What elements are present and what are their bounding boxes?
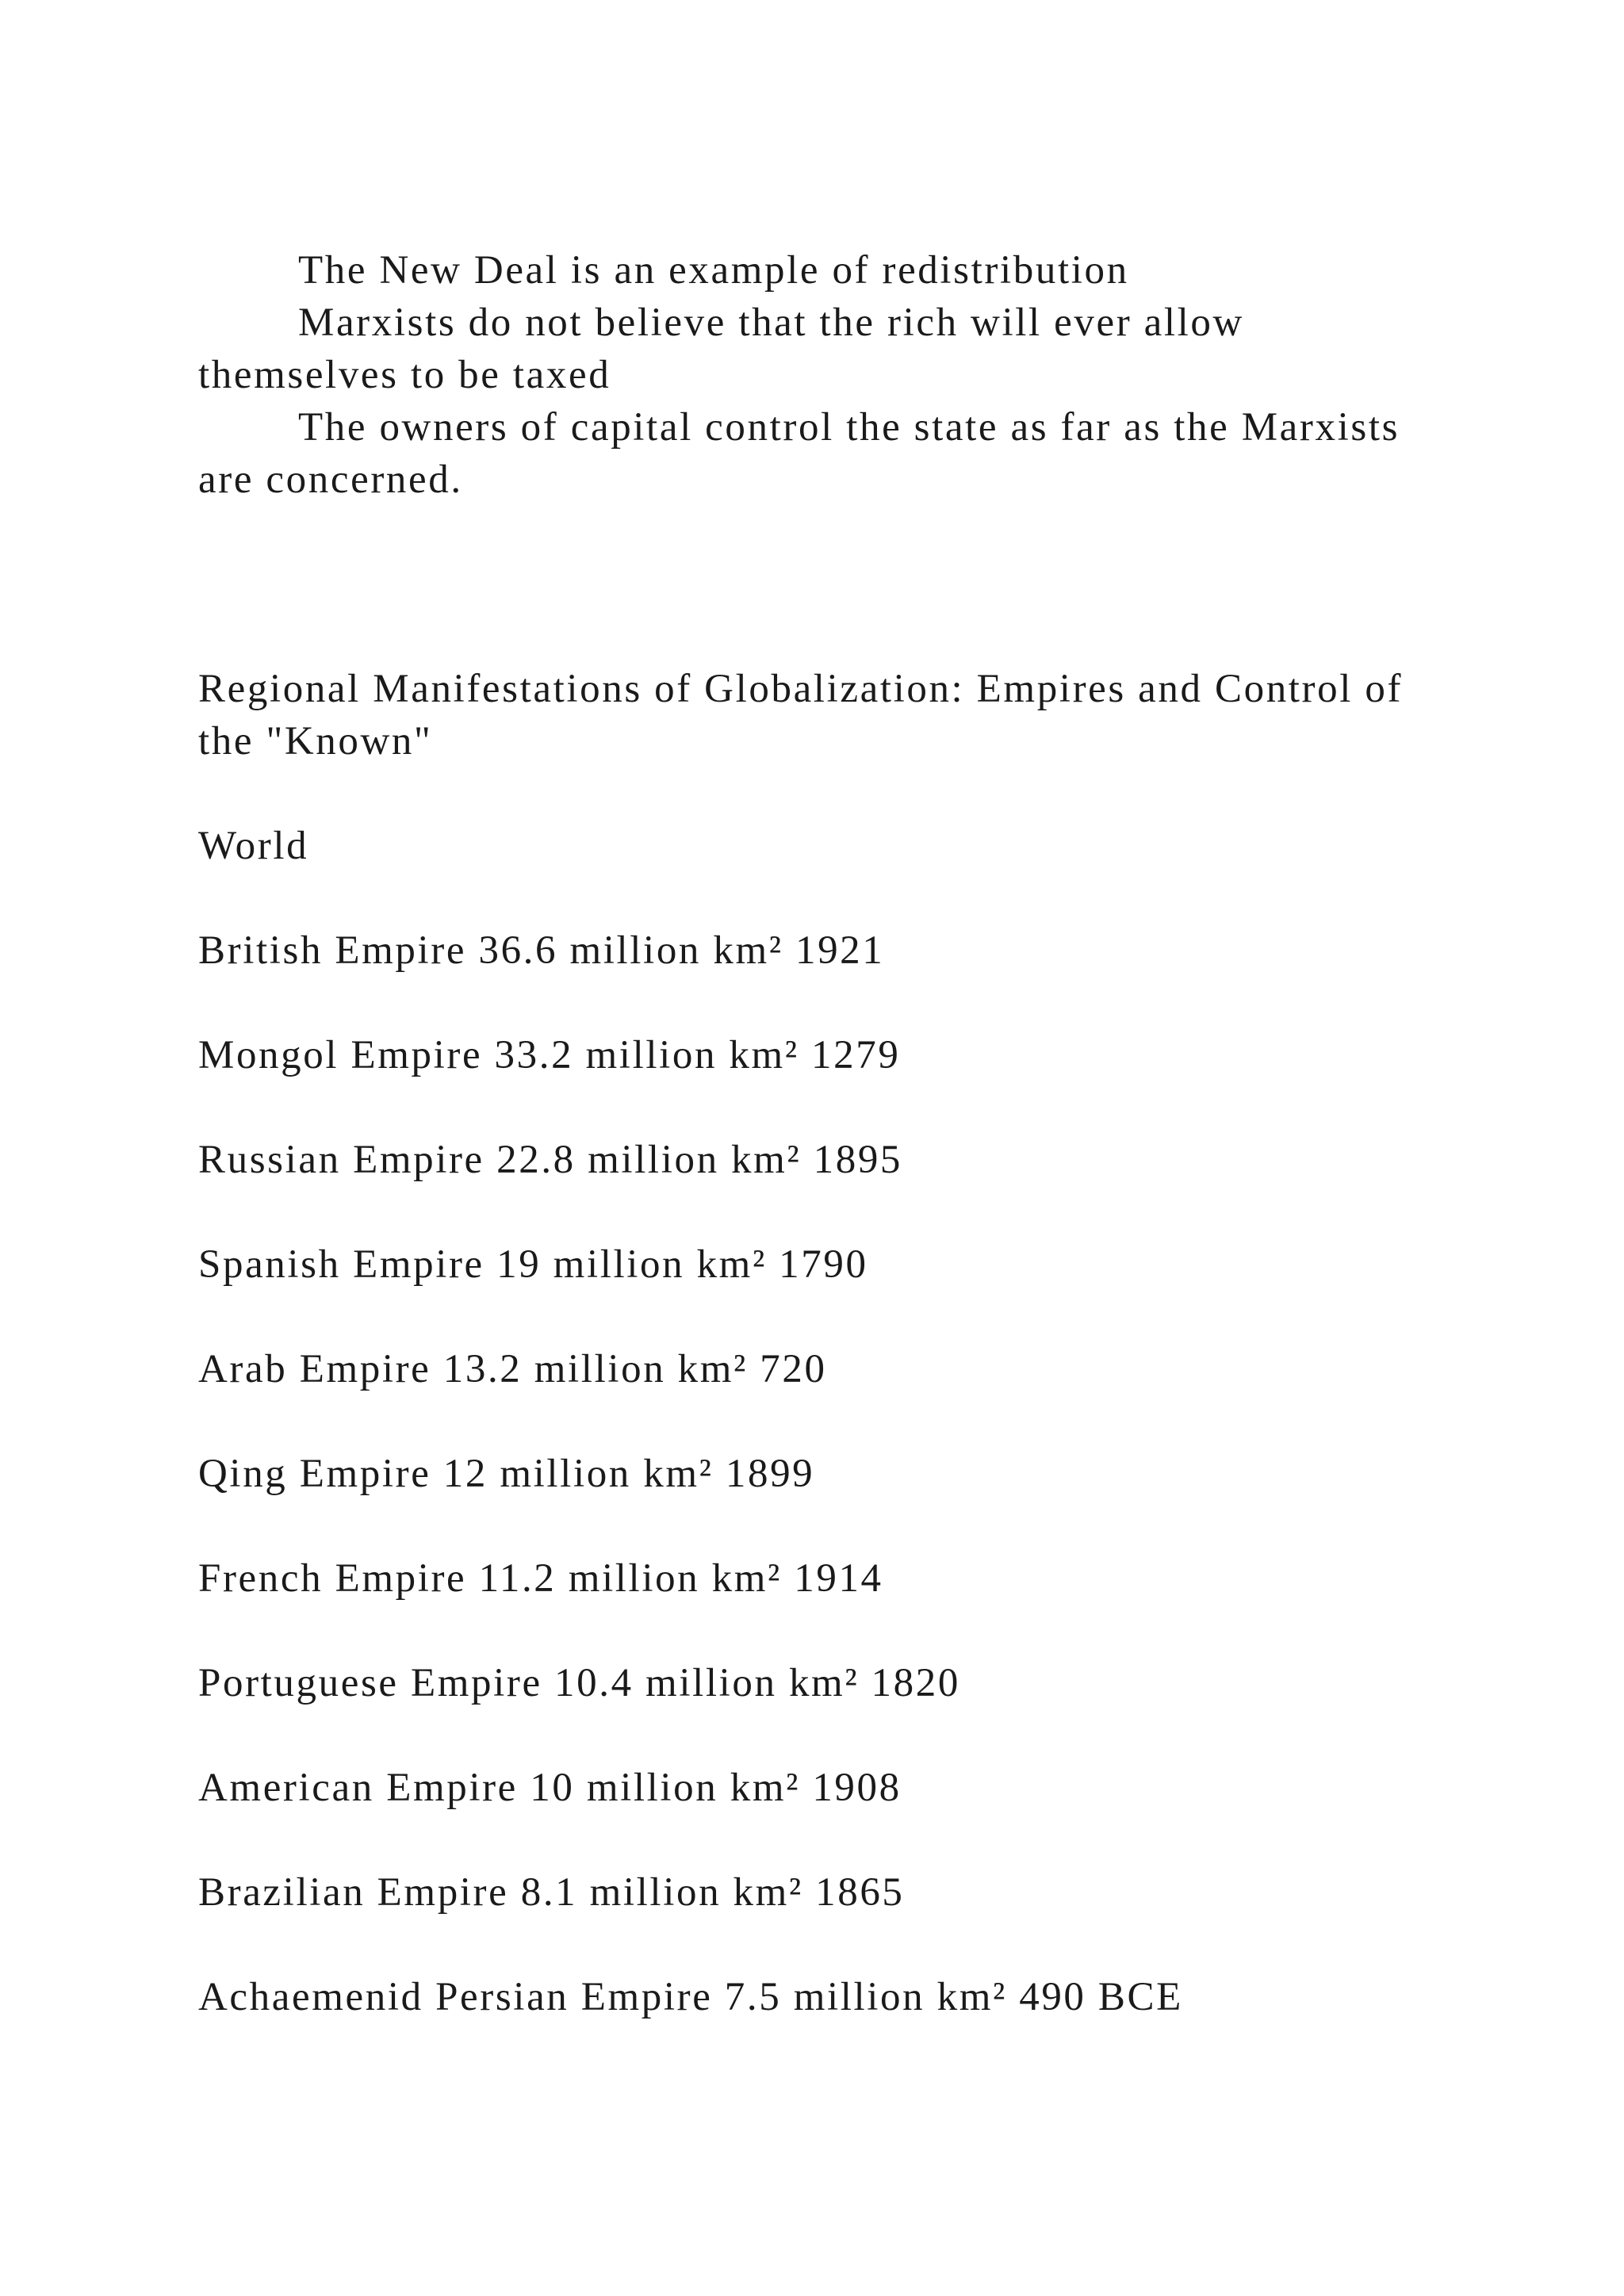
empire-item-arab: Arab Empire 13.2 million km² 720 bbox=[198, 1347, 827, 1391]
empire-item-qing: Qing Empire 12 million km² 1899 bbox=[198, 1452, 815, 1496]
empire-item-portuguese: Portuguese Empire 10.4 million km² 1820 bbox=[198, 1661, 960, 1705]
empire-item-british: British Empire 36.6 million km² 1921 bbox=[198, 928, 885, 973]
empire-item-achaemenid: Achaemenid Persian Empire 7.5 million km² 490 BCE bbox=[198, 1975, 1183, 2019]
empire-item-russian: Russian Empire 22.8 million km² 1895 bbox=[198, 1138, 903, 1182]
note-new-deal: The New Deal is an example of redistribution bbox=[298, 248, 1129, 293]
section-subheading: World bbox=[198, 824, 309, 868]
note-marxists-taxation: Marxists do not believe that the rich will ever allow themselves to be taxed bbox=[198, 300, 1244, 397]
note-capital-control: The owners of capital control the state as far as the Marxists are concerned. bbox=[198, 405, 1400, 502]
empire-item-french: French Empire 11.2 million km² 1914 bbox=[198, 1556, 883, 1601]
document-body bbox=[198, 244, 1435, 2023]
section-heading: Regional Manifestations of Globalization: Empires and Control of the "Known" bbox=[198, 667, 1404, 763]
empire-item-american: American Empire 10 million km² 1908 bbox=[198, 1766, 902, 1810]
empire-item-brazilian: Brazilian Empire 8.1 million km² 1865 bbox=[198, 1870, 905, 1915]
empire-item-spanish: Spanish Empire 19 million km² 1790 bbox=[198, 1242, 868, 1287]
empire-item-mongol: Mongol Empire 33.2 million km² 1279 bbox=[198, 1033, 901, 1077]
